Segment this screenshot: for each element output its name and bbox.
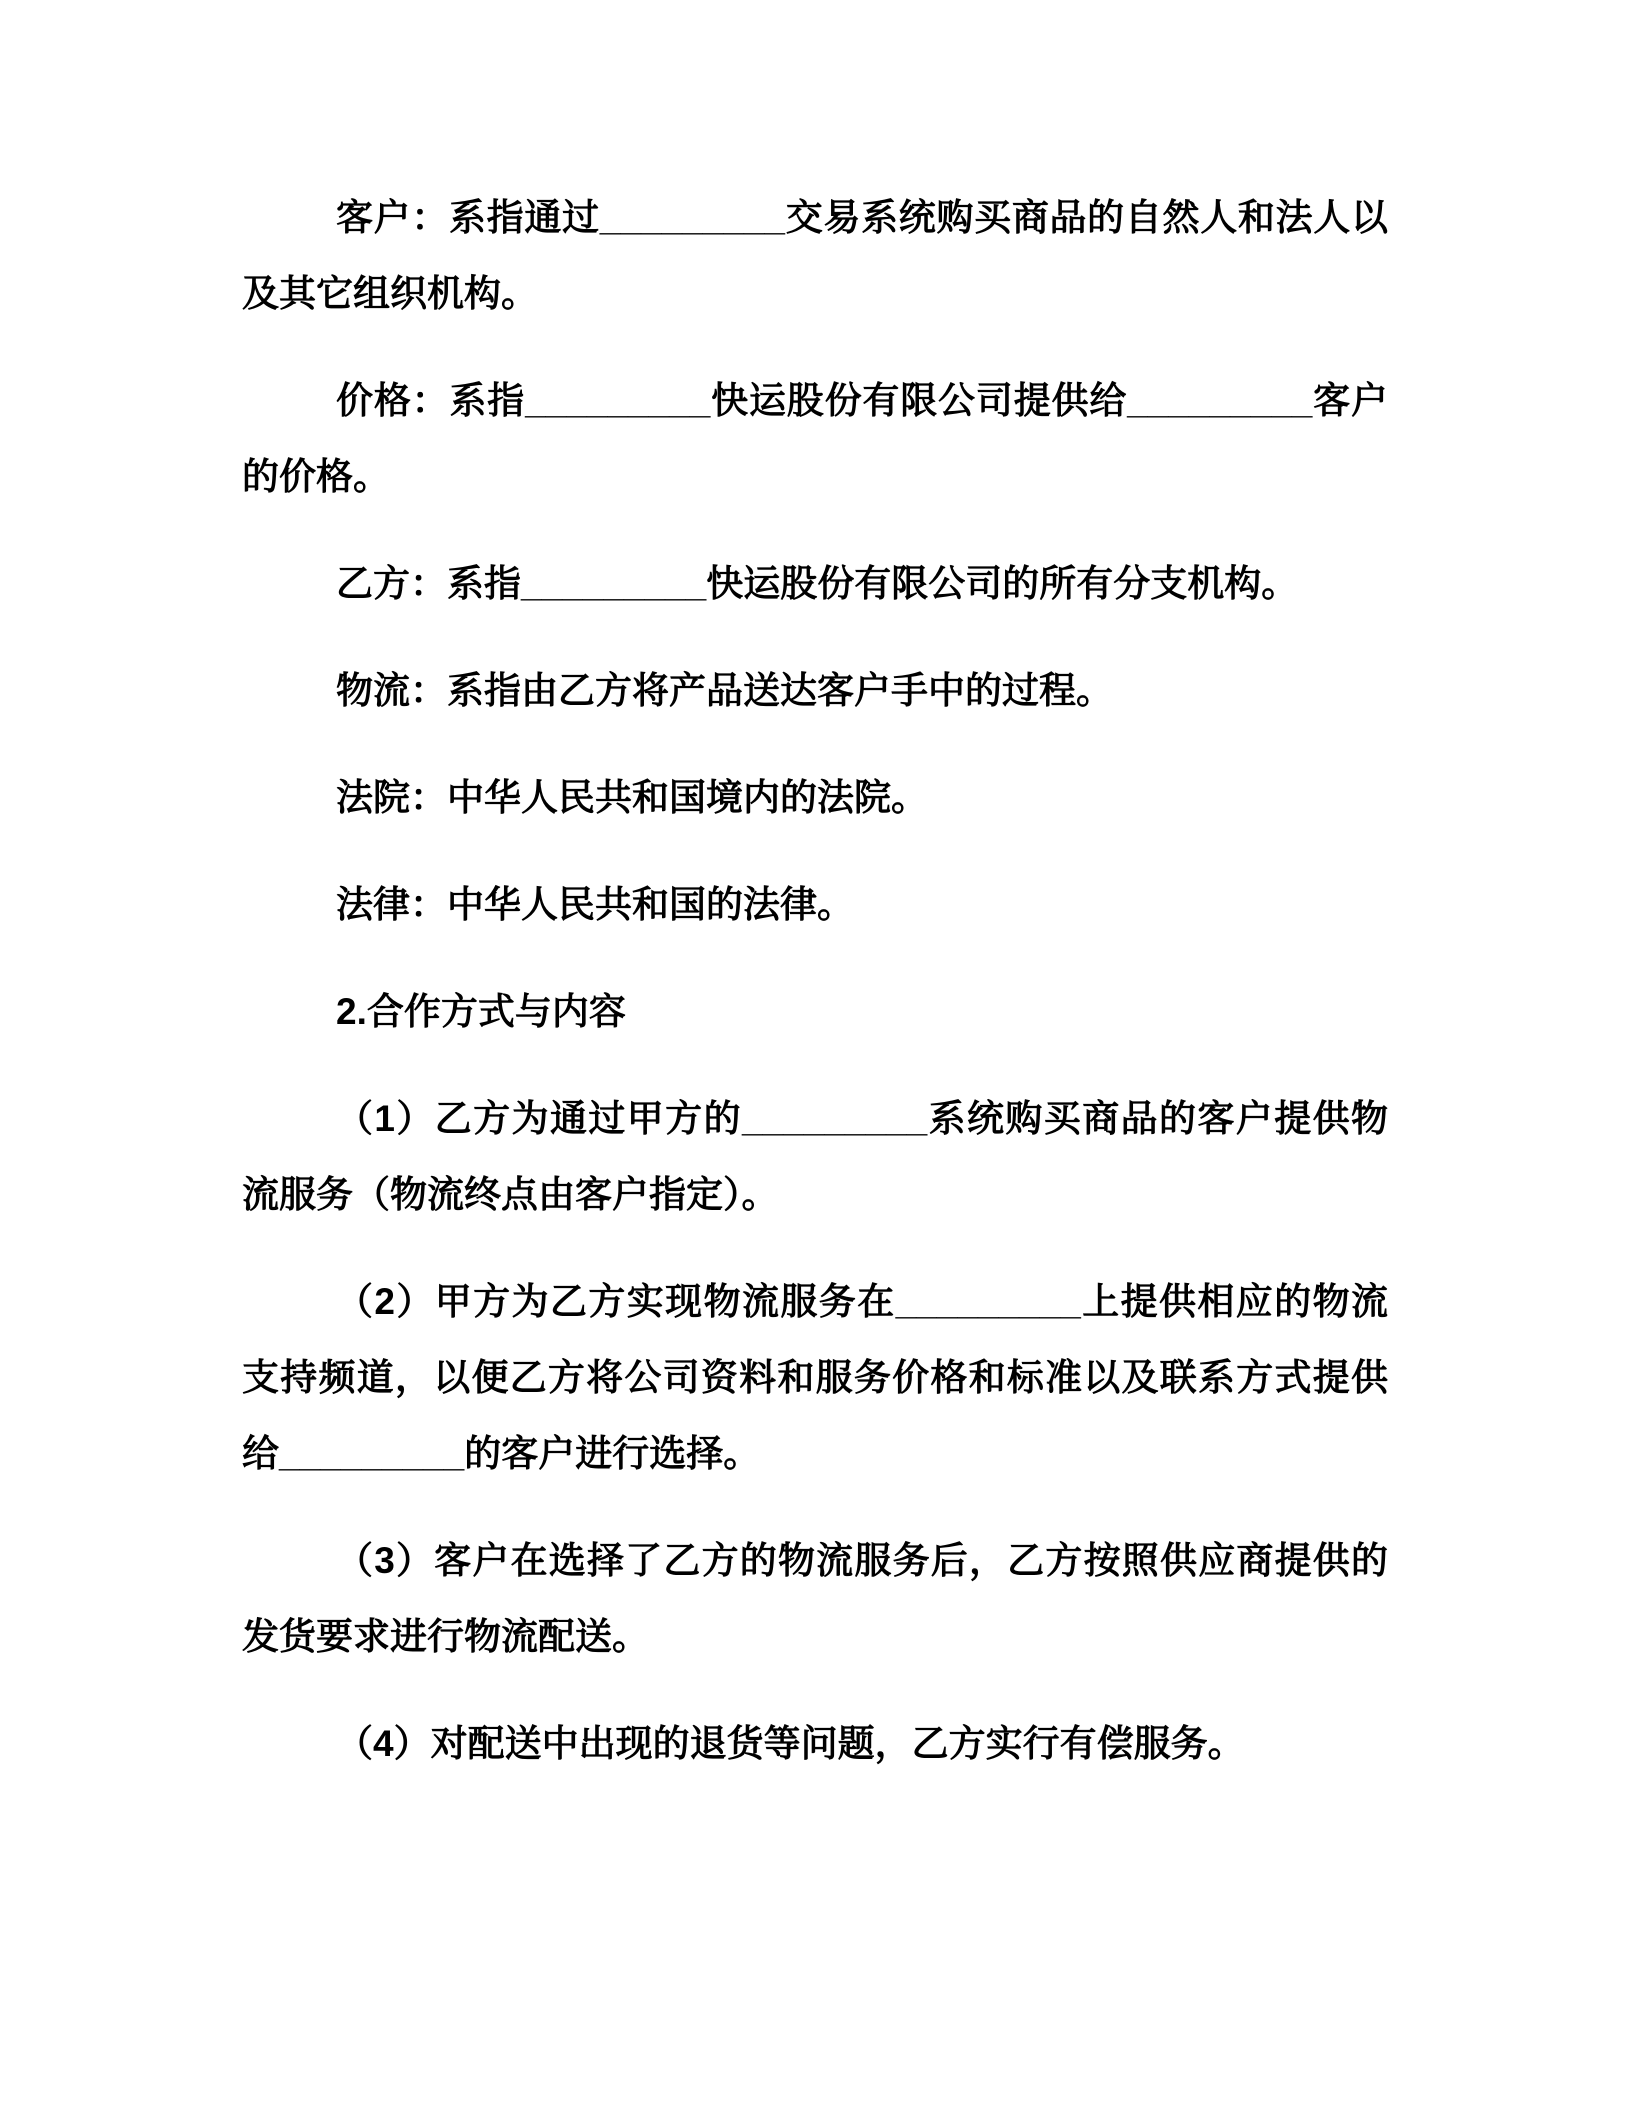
paragraph — [242, 546, 1388, 622]
document-body — [242, 180, 1388, 1813]
text-line: 法院：中华人民共和国境内的法院。 — [336, 777, 928, 818]
paragraph — [242, 180, 1388, 332]
paragraph — [242, 1706, 1388, 1782]
paragraph — [242, 760, 1388, 836]
paragraph — [242, 1081, 1388, 1233]
text-line: 流服务（物流终点由客户指定）。 — [242, 1174, 779, 1215]
text-line: （4）对配送中出现的退货等问题，乙方实行有偿服务。 — [336, 1723, 1245, 1764]
text-line: 支持频道，以便乙方将公司资料和服务价格和标准以及联系方式提供 — [242, 1357, 1388, 1398]
text-line: 及其它组织机构。 — [242, 273, 538, 314]
paragraph — [242, 867, 1388, 943]
text-line: （1）乙方为通过甲方的_________系统购买商品的客户提供物 — [336, 1098, 1388, 1139]
text-line: 价格：系指_________快运股份有限公司提供给_________客户 — [336, 380, 1388, 421]
text-line: 2.合作方式与内容 — [336, 991, 626, 1032]
section-heading — [242, 974, 1388, 1050]
text-line: 客户：系指通过_________交易系统购买商品的自然人和法人以 — [336, 197, 1388, 238]
text-line: 发货要求进行物流配送。 — [242, 1616, 649, 1657]
text-line: 物流：系指由乙方将产品送达客户手中的过程。 — [336, 670, 1113, 711]
paragraph — [242, 1523, 1388, 1675]
paragraph — [242, 1264, 1388, 1492]
text-line: 法律：中华人民共和国的法律。 — [336, 884, 854, 925]
paragraph — [242, 363, 1388, 515]
text-line: 的价格。 — [242, 456, 390, 497]
text-line: 给_________的客户进行选择。 — [242, 1433, 761, 1474]
paragraph — [242, 653, 1388, 729]
text-line: （2）甲方为乙方实现物流服务在_________上提供相应的物流 — [336, 1281, 1388, 1322]
text-line: 乙方：系指_________快运股份有限公司的所有分支机构。 — [336, 563, 1299, 604]
text-line: （3）客户在选择了乙方的物流服务后，乙方按照供应商提供的 — [336, 1540, 1388, 1581]
